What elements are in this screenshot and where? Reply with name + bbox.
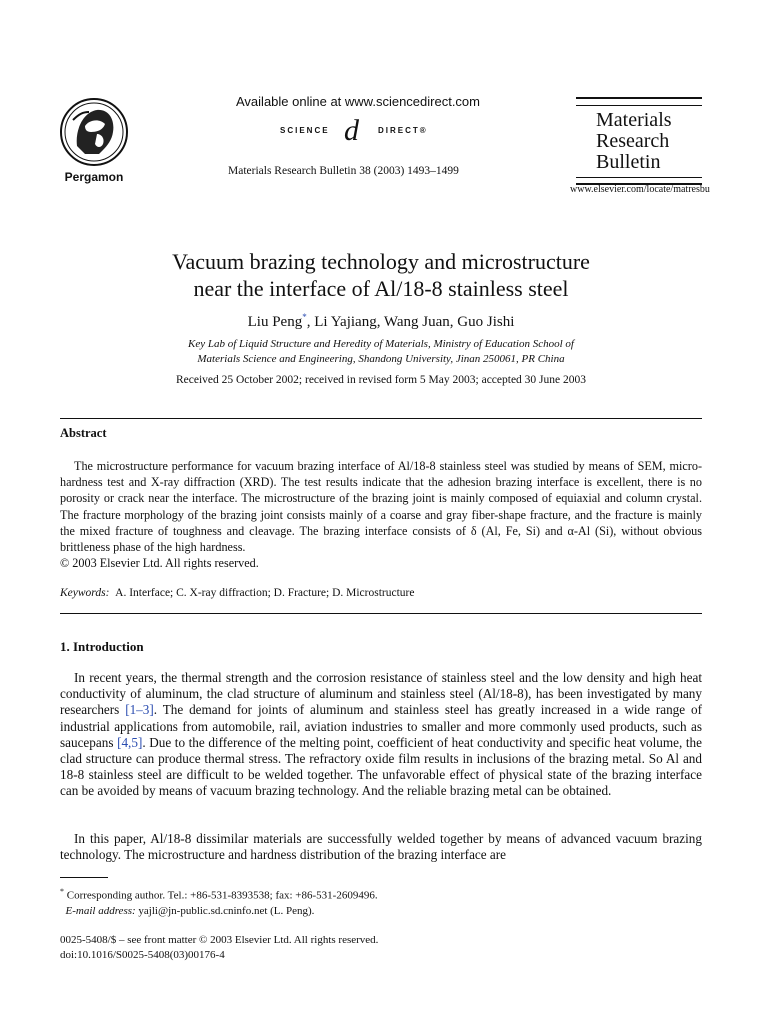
footnote-email	[60, 904, 702, 919]
intro-p1-text-a: In recent years, the thermal strength and the corrosion resistance of stainless steel and the low density and high heat conductivity of aluminum, the clad structure of aluminum and stainless steel (Al/18-8), has been investigated by many researchers	[60, 670, 702, 718]
email-address[interactable]: yajli@jn-public.sd.cninfo.net (L. Peng).	[135, 904, 315, 917]
sciencedirect-logo	[280, 116, 440, 146]
journal-name-line-2: Research	[596, 130, 670, 152]
publisher-name: Pergamon	[64, 170, 124, 184]
footnote-corresponding-text: Corresponding author. Tel.: +86-531-8393538; fax: +86-531-2609496.	[64, 889, 378, 902]
section-heading-introduction: 1. Introduction	[60, 639, 144, 654]
sd-logo-right: DIRECT®	[378, 126, 428, 135]
journal-title-box	[576, 97, 702, 185]
affiliation-line-1: Key Lab of Liquid Structure and Heredity of Materials, Ministry of Education School of	[188, 338, 574, 350]
abstract-copyright: © 2003 Elsevier Ltd. All rights reserved.	[60, 556, 259, 571]
other-authors: , Li Yajiang, Wang Juan, Guo Jishi	[306, 314, 515, 330]
author-1: Liu Peng	[247, 314, 303, 330]
journal-name-line-1: Materials	[596, 109, 672, 131]
title-line-2: near the interface of Al/18-8 stainless steel	[193, 276, 569, 301]
abstract-text: The microstructure performance for vacuum brazing interface of Al/18-8 stainless steel was studied by means of SEM, micro-hardness test and X-ray diffraction (XRD). The test results indicate that the adhesion brazing interface is excellent, there is no porosity or crack near the interface. The microstructure of the brazing joint is mainly composed of equiaxial and column crystal. The fracture morphology of the brazing joint consists mainly of a coarse and gray fiber-shape fracture, and the fracture is mainly the mixed fracture of toughness and cleavage. The brazing interface consists of δ (Al, Fe, Si) and α-Al (Si), without obvious brittleness phase of the high hardness.	[60, 459, 702, 555]
abstract-heading: Abstract	[60, 426, 107, 440]
available-online-text[interactable]: Available online at www.sciencedirect.com	[236, 94, 480, 109]
footnote-corresponding	[60, 884, 702, 904]
journal-name-line-3: Bulletin	[596, 151, 661, 173]
keywords-label: Keywords:	[60, 587, 110, 599]
keywords-list: A. Interface; C. X-ray diffraction; D. Fracture; D. Microstructure	[115, 587, 415, 599]
top-double-rule	[576, 97, 702, 106]
journal-url[interactable]: www.elsevier.com/locate/matresbu	[570, 184, 710, 195]
title-line-1: Vacuum brazing technology and microstructure	[172, 249, 590, 274]
intro-p1-text-c: . Due to the difference of the melting point, coefficient of heat conductivity and specific heat volume, the clad structure can produce thermal stress. The refractory oxide film results in inclusions of the brazing metal. So Al and 18-8 stainless steel are difficult to be welded together. The unfavorable effect of physical state of the brazing interface can be avoided by means of vacuum brazing technology. And the reliable brazing metal can be obtained.	[60, 734, 702, 799]
sd-logo-glyph: d	[344, 114, 359, 147]
affiliation-line-2: Materials Science and Engineering, Shandong University, Jinan 250061, PR China	[197, 353, 565, 365]
issn-line: 0025-5408/$ – see front matter © 2003 Elsevier Ltd. All rights reserved.	[60, 934, 379, 946]
intro-paragraph-1	[60, 670, 702, 800]
abstract-bottom-rule	[60, 613, 702, 614]
citation-link-2[interactable]: [4,5]	[117, 734, 143, 750]
issn-doi-block	[60, 933, 378, 963]
sd-logo-left: SCIENCE	[280, 126, 330, 135]
publisher-logo	[56, 96, 132, 184]
article-title	[60, 248, 702, 302]
keywords	[60, 587, 702, 599]
intro-p1-text-b: . The demand for joints of aluminum and stainless steel has greatly increased in a wide range of industrial applications from automobile, rail, aviation industries to smaller and more commonly used products, such as saucepans	[60, 702, 702, 750]
author-list	[60, 312, 702, 331]
footnote-mark: *	[60, 887, 64, 896]
intro-paragraph-2: In this paper, Al/18-8 dissimilar materials are successfully welded together by means of advanced vacuum brazing technology. The microstructure and hardness distribution of the brazing interface are	[60, 831, 702, 863]
affiliation	[60, 337, 702, 367]
abstract-top-rule	[60, 418, 702, 419]
corresponding-mark[interactable]: *	[302, 312, 307, 322]
footnote-rule	[60, 877, 108, 878]
abstract-body	[60, 458, 702, 571]
journal-reference: Materials Research Bulletin 38 (2003) 1493–1499	[228, 165, 459, 177]
footnote	[60, 884, 702, 919]
email-label: E-mail address:	[65, 904, 136, 917]
received-dates: Received 25 October 2002; received in revised form 5 May 2003; accepted 30 June 2003	[175, 374, 587, 386]
pergamon-helmet-icon	[59, 96, 129, 168]
doi-line[interactable]: doi:10.1016/S0025-5408(03)00176-4	[60, 949, 225, 961]
citation-link-1[interactable]: [1–3]	[125, 702, 154, 718]
